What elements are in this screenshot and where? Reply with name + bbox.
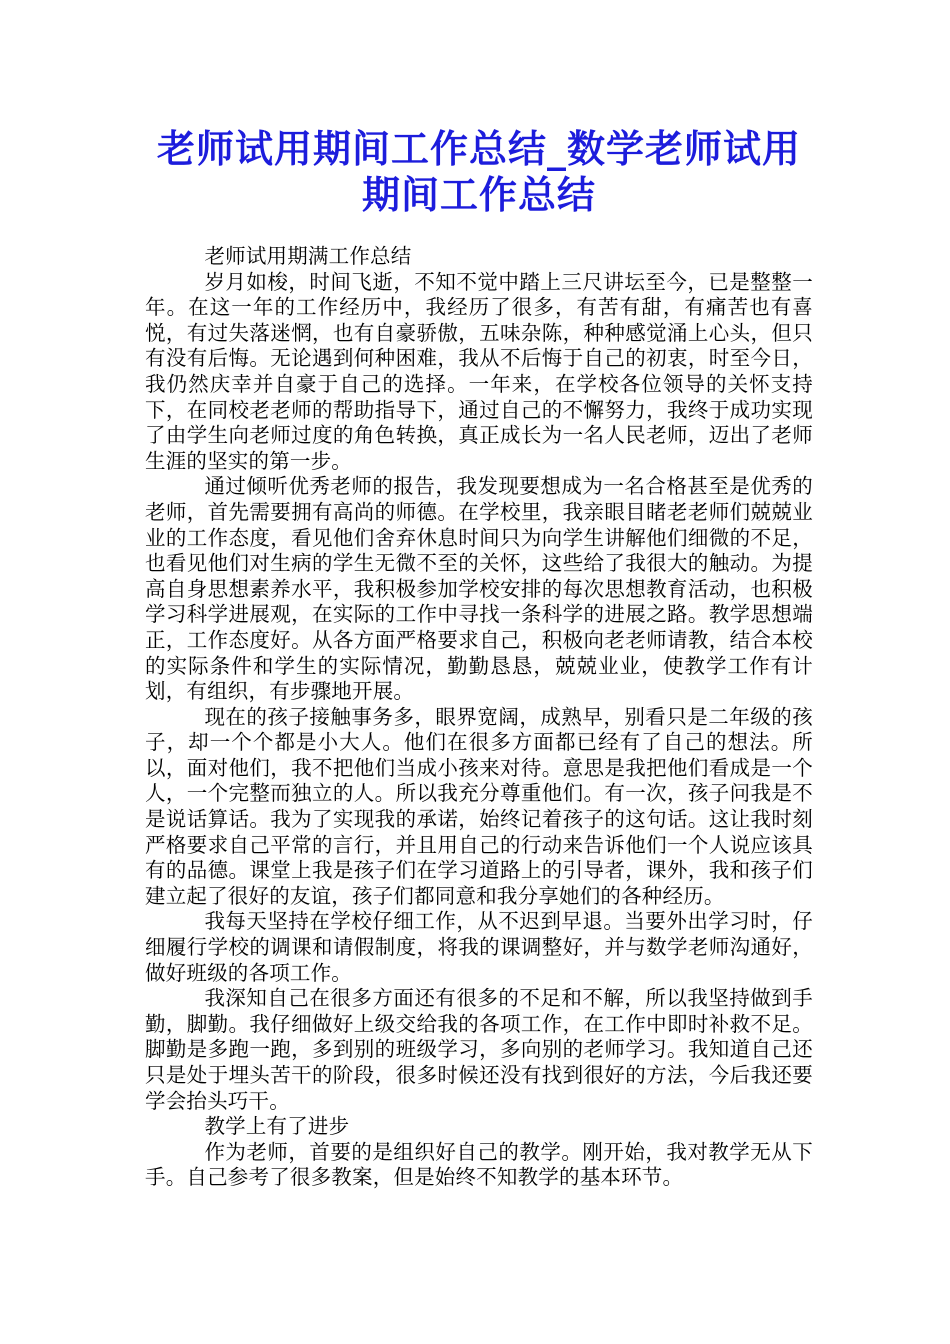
body-paragraph: 通过倾听优秀老师的报告，我发现要想成为一名合格甚至是优秀的老师，首先需要拥有高尚的师德。在学校里，我亲眼目睹老老师们兢兢业业的工作态度，看见他们舍弃休息时间只为向学生讲解他们细微的不足，也看见他们对生病的学生无微不至的关怀，这些给了我很大的触动。为提高自身思想素养水平，我积极参加学校安排的每次思想教育活动，也积极学习科学进展观，在实际的工作中寻找一条科学的进展之路。教学思想端正，工作态度好。从各方面严格要求自己，积极向老老师请教，结合本校的实际条件和学生的实际情况，勤勤恳恳，兢兢业业，使教学工作有计划，有组织，有步骤地开展。 xyxy=(145,474,813,704)
document-page xyxy=(145,126,813,1191)
document-body xyxy=(145,244,813,1191)
body-paragraph: 岁月如梭，时间飞逝，不知不觉中踏上三尺讲坛至今，已是整整一年。在这一年的工作经历中，我经历了很多，有苦有甜，有痛苦也有喜悦，有过失落迷惘，也有自豪骄傲，五味杂陈，种种感觉涌上心头，但只有没有后悔。无论遇到何种困难，我从不后悔于自己的初衷，时至今日，我仍然庆幸并自豪于自己的选择。一年来，在学校各位领导的关怀支持下，在同校老老师的帮助指导下，通过自己的不懈努力，我终于成功实现了由学生向老师过度的角色转换，真正成长为一名人民老师，迈出了老师生涯的坚实的第一步。 xyxy=(145,269,813,473)
document-title: 老师试用期间工作总结_数学老师试用期间工作总结 xyxy=(156,127,801,217)
section-heading: 教学上有了进步 xyxy=(204,1114,350,1139)
body-paragraph: 我每天坚持在学校仔细工作，从不迟到早退。当要外出学习时，仔细履行学校的调课和请假制度，将我的课调整好，并与数学老师沟通好，做好班级的各项工作。 xyxy=(145,909,813,985)
body-paragraph: 作为老师，首要的是组织好自己的教学。刚开始，我对教学无从下手。自己参考了很多教案，但是始终不知教学的基本环节。 xyxy=(145,1139,813,1190)
body-paragraph: 现在的孩子接触事务多，眼界宽阔，成熟早，别看只是二年级的孩子，却一个个都是小大人。他们在很多方面都已经有了自己的想法。所以，面对他们，我不把他们当成小孩来对待。意思是我把他们看成是一个人，一个完整而独立的人。所以我充分尊重他们。有一次，孩子问我是不是说话算话。我为了实现我的承诺，始终记着孩子的这句话。这让我时刻严格要求自己平常的言行，并且用自己的行动来告诉他们一个人说应该具有的品德。课堂上我是孩子们在学习道路上的引导者，课外，我和孩子们建立起了很好的友谊，孩子们都同意和我分享她们的各种经历。 xyxy=(145,704,813,908)
section-heading: 老师试用期满工作总结 xyxy=(204,244,412,268)
body-paragraph: 我深知自己在很多方面还有很多的不足和不解，所以我坚持做到手勤，脚勤。我仔细做好上级交给我的各项工作，在工作中即时补救不足。脚勤是多跑一跑，多到别的班级学习，多向别的老师学习。我知道自己还只是处于埋头苦干的阶段，很多时候还没有找到很好的方法，今后我还要学会抬头巧干。 xyxy=(145,986,813,1113)
